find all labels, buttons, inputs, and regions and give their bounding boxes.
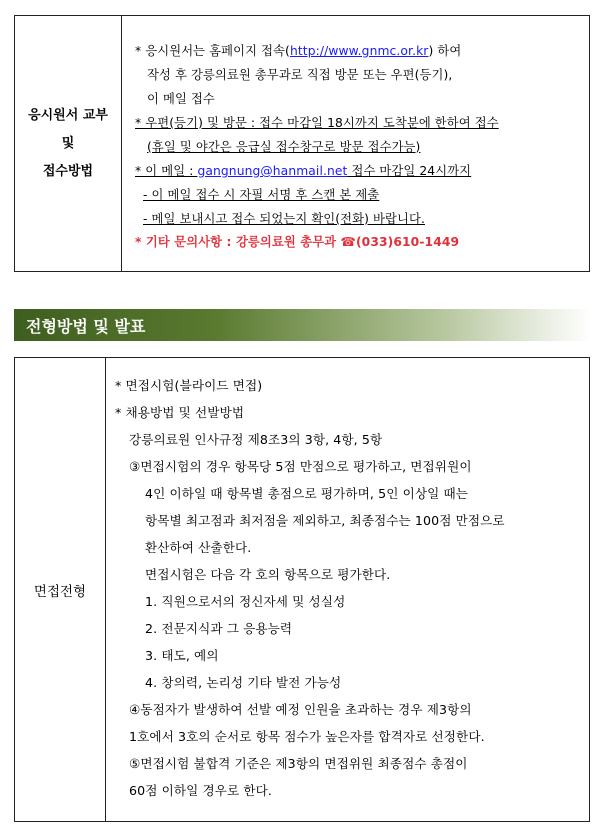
application-line-3: 이 메일 접수 (147, 92, 215, 106)
interview-table (14, 357, 590, 822)
interview-line: * 면접시험(블라이드 면접) (115, 378, 263, 393)
homepage-link[interactable]: http://www.gnmc.or.kr (289, 44, 429, 58)
application-line-7: - 이 메일 접수 시 자필 서명 후 스캔 본 제출 (143, 188, 380, 202)
interview-line: ④동점자가 발생하여 선발 예정 인원을 초과하는 경우 제3항의 (129, 702, 472, 717)
application-line-1 (135, 41, 461, 59)
contact-info: * 기타 문의사항 : 강릉의료원 총무과 ☎(033)610-1449 (135, 235, 460, 249)
interview-line: ⑤면접시험 불합격 기준은 제3항의 면접위원 최종점수 총점이 (129, 756, 468, 771)
application-label-line: 접수방법 (42, 163, 94, 179)
interview-line: 3. 태도, 예의 (145, 648, 219, 663)
interview-line: 4. 창의력, 논리성 기타 발전 가능성 (145, 675, 342, 690)
application-table (14, 15, 590, 272)
application-label-cell (15, 16, 122, 271)
interview-label: 면접전형 (33, 583, 87, 600)
interview-line: 항목별 최고점과 최저점을 제외하고, 최종점수는 100점 만점으로 (145, 513, 505, 528)
interview-line: 1호에서 3호의 순서로 항목 점수가 높은자를 합격자로 선정한다. (129, 729, 485, 744)
text: ) 하여 (428, 44, 462, 58)
application-line-8: - 메일 보내시고 접수 되었는지 확인(전화) 바랍니다. (143, 212, 425, 226)
interview-line: 4인 이하일 때 항목별 총점으로 평가하며, 5인 이상일 때는 (145, 486, 468, 501)
application-line-2: 작성 후 강릉의료원 총무과로 직접 방문 또는 우편(등기), (147, 68, 453, 82)
application-line-5: (휴일 및 야간은 응급실 접수창구로 방문 접수가능) (147, 140, 421, 154)
interview-label-cell (15, 358, 106, 821)
interview-line: * 채용방법 및 선발방법 (115, 405, 245, 420)
interview-line: 2. 전문지식과 그 응용능력 (145, 621, 293, 636)
email-link[interactable]: gangnung@hanmail.net (197, 164, 348, 178)
text: 접수 마감일 24시까지 (347, 164, 472, 178)
text: * 응시원서는 홈페이지 접속( (135, 44, 290, 58)
application-label-line: 응시원서 교부 (28, 107, 108, 123)
application-line-6 (135, 161, 471, 179)
interview-line: ③면접시험의 경우 항목당 5점 만점으로 평가하고, 면접위원이 (129, 459, 472, 474)
section-banner (14, 309, 590, 341)
application-label-line: 및 (61, 135, 75, 151)
interview-line: 면접시험은 다음 각 호의 항목으로 평가한다. (145, 567, 391, 582)
interview-line: 환산하여 산출한다. (145, 540, 252, 555)
interview-line: 1. 직원으로서의 정신자세 및 성실성 (145, 594, 346, 609)
application-line-4: * 우편(등기) 및 방문 : 접수 마감일 18시까지 도착분에 한하여 접수 (135, 116, 499, 130)
section-title: 전형방법 및 발표 (26, 317, 146, 336)
interview-line: 강릉의료원 인사규정 제8조3의 3항, 4항, 5항 (129, 432, 383, 447)
text: * 이 메일 : (135, 164, 198, 178)
interview-line: 60점 이하일 경우로 한다. (129, 783, 273, 798)
